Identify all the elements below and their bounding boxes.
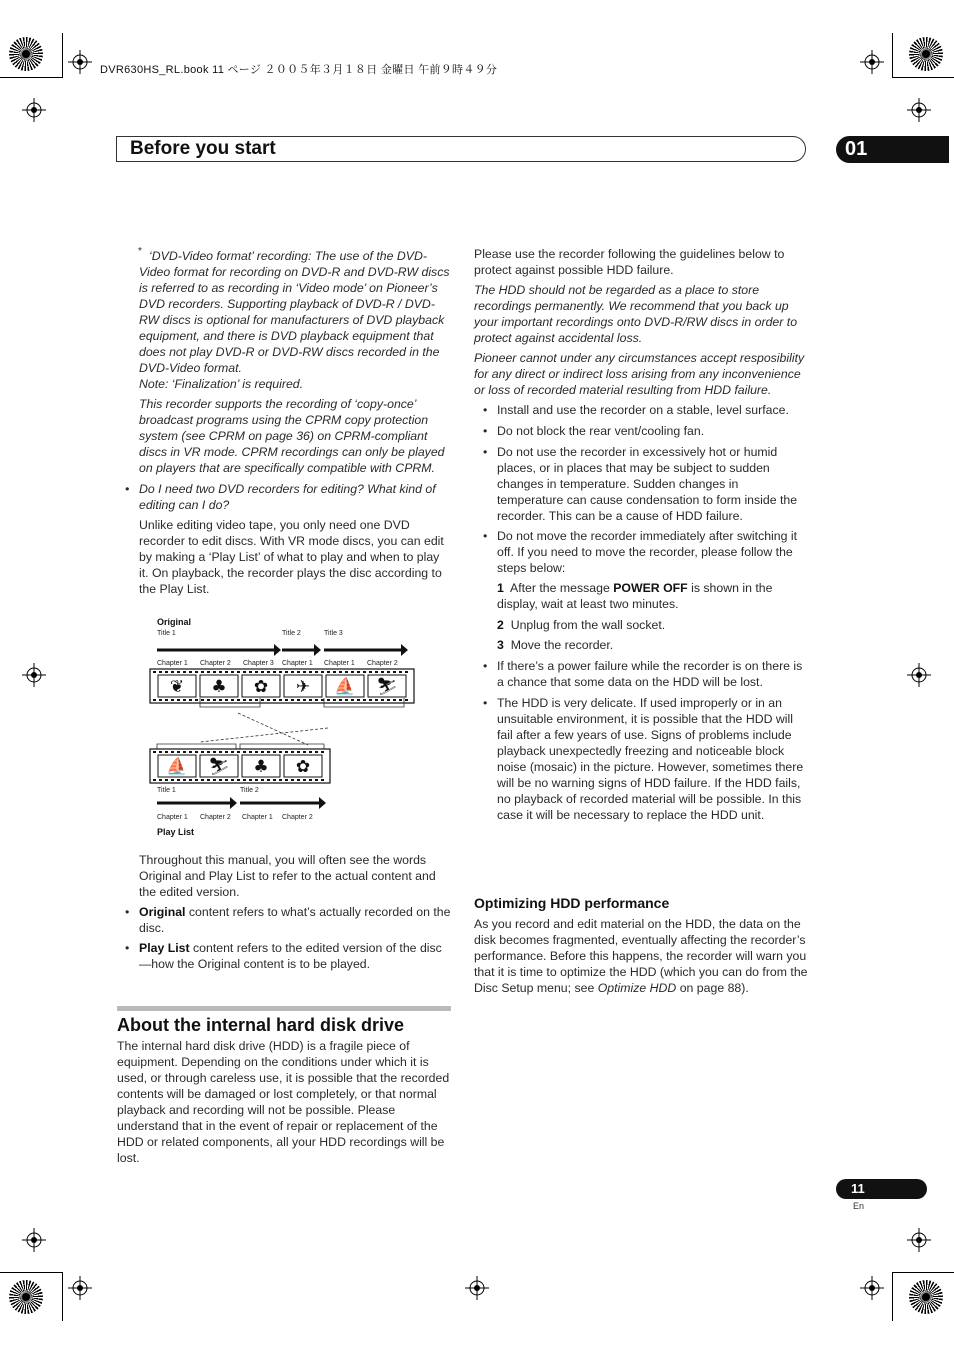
- list-item: • Do not use the recorder in excessively hot or humid places, or in places that may be subject to sudden changes in temperature. Sudden changes in temperature can cause condensation to form inside the recorder. This can be a cause of HDD failure.: [497, 444, 808, 524]
- list-item: • Do not block the rear vent/cooling fan.: [497, 423, 808, 439]
- film-sprocket: [267, 779, 270, 781]
- film-sprocket: [153, 671, 156, 673]
- film-sprocket: [255, 671, 258, 673]
- film-sprocket: [183, 751, 186, 753]
- film-sprocket: [303, 779, 306, 781]
- step-text-end: is shown in the display, wait at least two minutes.: [497, 581, 773, 611]
- film-sprocket: [357, 671, 360, 673]
- diagram-chapter-label: Chapter 1: [324, 660, 355, 667]
- registration-crosshair-icon: [465, 1276, 489, 1300]
- film-sprocket: [177, 751, 180, 753]
- film-sprocket: [237, 671, 240, 673]
- left-column-lower: [139, 852, 451, 972]
- diagram-chapter-label: Chapter 1: [157, 814, 188, 821]
- film-sprocket: [387, 699, 390, 701]
- film-sprocket: [249, 699, 252, 701]
- film-sprocket: [165, 699, 168, 701]
- film-sprocket: [345, 671, 348, 673]
- original-bullet-text: content refers to what’s actually recorded on the disc.: [139, 905, 451, 935]
- diagram-connectors: [157, 698, 404, 749]
- answer-text: Unlike editing video tape, you only need one DVD recorder to edit discs. With VR mode discs, you can edit by making a ‘Play List’ of what to play and when to play it. On playback, the recorder plays the disc according to the Play List.: [139, 518, 444, 596]
- flower-icon: ✿: [295, 757, 311, 777]
- chapter-number: 01: [836, 136, 949, 163]
- film-sprocket: [249, 779, 252, 781]
- film-sprocket: [315, 751, 318, 753]
- original-bullet: [139, 904, 451, 936]
- film-sprocket: [297, 699, 300, 701]
- film-sprocket: [165, 779, 168, 781]
- film-sprocket: [213, 779, 216, 781]
- original-playlist-diagram: [148, 612, 424, 844]
- registration-crosshair-icon: [22, 663, 46, 687]
- film-sprocket: [153, 699, 156, 701]
- film-sprocket: [273, 699, 276, 701]
- film-sprocket: [213, 671, 216, 673]
- original-term: Original: [139, 905, 186, 919]
- film-sprocket: [321, 671, 324, 673]
- film-sprocket: [321, 699, 324, 701]
- film-sprocket: [285, 671, 288, 673]
- page-language: En: [853, 1201, 865, 1211]
- registration-crosshair-icon: [860, 1276, 884, 1300]
- film-sprocket: [213, 699, 216, 701]
- diagram-chapter-label: Chapter 1: [282, 660, 313, 667]
- film-sprocket: [261, 779, 264, 781]
- film-sprocket: [189, 751, 192, 753]
- skater-icon: ⛷: [208, 757, 230, 777]
- film-sprocket: [309, 751, 312, 753]
- film-sprocket: [237, 699, 240, 701]
- list-item: • Do not move the recorder immediately after switching it off. If you need to move the recorder, please follow the steps below:: [497, 528, 808, 576]
- film-sprocket: [261, 671, 264, 673]
- step-text: Unplug from the wall socket.: [510, 618, 666, 632]
- print-header: DVR630HS_RL.book 11 ページ ２００５年３月１８日 金曜日 午前９時４９分: [100, 64, 498, 76]
- film-sprocket: [375, 699, 378, 701]
- film-sprocket: [159, 779, 162, 781]
- film-sprocket: [219, 779, 222, 781]
- film-sprocket: [201, 779, 204, 781]
- film-sprocket: [183, 779, 186, 781]
- film-sprocket: [231, 779, 234, 781]
- film-sprocket: [273, 671, 276, 673]
- film-sprocket: [285, 699, 288, 701]
- film-sprocket: [315, 779, 318, 781]
- optimize-end: on page 88).: [676, 981, 749, 995]
- film-sprocket: [225, 699, 228, 701]
- film-sprocket: [189, 671, 192, 673]
- diagram-arrow-head: [230, 797, 237, 809]
- optimize-link-text: Optimize HDD: [597, 981, 677, 995]
- film-sprocket: [171, 699, 174, 701]
- film-sprocket: [261, 751, 264, 753]
- film-sprocket: [309, 779, 312, 781]
- film-sprocket: [297, 751, 300, 753]
- diagram-chapter-label: Chapter 2: [200, 660, 231, 667]
- film-sprocket: [153, 751, 156, 753]
- diagram-arrow-head: [274, 644, 281, 656]
- diagram-arrow-head: [319, 797, 326, 809]
- playlist-term: Play List: [139, 941, 190, 955]
- warning-backup: The HDD should not be regarded as a place to store recordings permanently. We recommend that you back up your important recordings onto DVD-R/RW discs in order to protect against accidental loss.: [474, 283, 798, 345]
- film-sprocket: [309, 699, 312, 701]
- diagram-title-label: Title 3: [324, 630, 343, 637]
- right-column: [474, 246, 808, 823]
- film-sprocket: [309, 671, 312, 673]
- film-sprocket: [291, 699, 294, 701]
- film-sprocket: [183, 699, 186, 701]
- registration-crosshair-icon: [907, 98, 931, 122]
- crop-mark: [0, 33, 63, 78]
- after-diagram-text: Throughout this manual, you will often see the words Original and Play List to refer to the actual content and the edited version.: [139, 853, 436, 899]
- registration-crosshair-icon: [907, 663, 931, 687]
- film-sprocket: [243, 671, 246, 673]
- list-item: • If there’s a power failure while the recorder is on there is a chance that some data on the HDD will be lost.: [497, 658, 808, 690]
- film-sprocket: [189, 779, 192, 781]
- step-item: [497, 637, 808, 653]
- film-sprocket: [177, 671, 180, 673]
- crop-mark: [892, 1272, 954, 1321]
- crop-mark: [892, 33, 954, 78]
- film-sprocket: [273, 779, 276, 781]
- film-sprocket: [387, 671, 390, 673]
- film-sprocket: [171, 671, 174, 673]
- optimize-text: [474, 916, 808, 996]
- film-sprocket: [375, 671, 378, 673]
- leaf-icon: ❦: [169, 677, 185, 697]
- registration-crosshair-icon: [68, 50, 92, 74]
- film-sprocket: [207, 779, 210, 781]
- diagram-chapter-label: Chapter 2: [367, 660, 398, 667]
- film-sprocket: [225, 671, 228, 673]
- film-sprocket: [333, 699, 336, 701]
- film-sprocket: [327, 671, 330, 673]
- film-sprocket: [369, 671, 372, 673]
- step-text: After the message: [510, 581, 614, 595]
- film-sprocket: [249, 751, 252, 753]
- film-sprocket: [213, 751, 216, 753]
- diagram-chapter-label: Chapter 2: [200, 814, 231, 821]
- film-sprocket: [171, 779, 174, 781]
- film-sprocket: [345, 699, 348, 701]
- film-sprocket: [327, 699, 330, 701]
- film-sprocket: [279, 699, 282, 701]
- step-number: 1: [497, 581, 504, 595]
- film-sprocket: [231, 671, 234, 673]
- step-number: 2: [497, 618, 504, 632]
- sailboat-icon: ⛵: [166, 757, 188, 777]
- film-sprocket: [315, 671, 318, 673]
- diagram-title-label: Title 1: [157, 787, 176, 794]
- film-sprocket: [249, 671, 252, 673]
- optimize-heading: Optimizing HDD performance: [474, 895, 670, 911]
- film-sprocket: [357, 699, 360, 701]
- film-sprocket: [267, 699, 270, 701]
- list-item: • Install and use the recorder on a stable, level surface.: [497, 402, 808, 418]
- film-sprocket: [219, 699, 222, 701]
- film-sprocket: [267, 751, 270, 753]
- film-sprocket: [393, 671, 396, 673]
- playlist-bullet: [139, 940, 451, 972]
- film-sprocket: [177, 779, 180, 781]
- film-sprocket: [279, 779, 282, 781]
- film-sprocket: [285, 751, 288, 753]
- film-sprocket: [159, 699, 162, 701]
- film-sprocket: [201, 699, 204, 701]
- registration-crosshair-icon: [907, 1228, 931, 1252]
- film-sprocket: [381, 699, 384, 701]
- film-sprocket: [225, 779, 228, 781]
- left-column: [139, 248, 451, 597]
- film-sprocket: [189, 699, 192, 701]
- diagram-chapter-label: Chapter 2: [282, 814, 313, 821]
- film-sprocket: [315, 699, 318, 701]
- registration-crosshair-icon: [860, 50, 884, 74]
- film-sprocket: [369, 699, 372, 701]
- film-sprocket: [381, 671, 384, 673]
- film-sprocket: [303, 699, 306, 701]
- film-sprocket: [339, 671, 342, 673]
- film-sprocket: [237, 751, 240, 753]
- film-sprocket: [219, 751, 222, 753]
- film-sprocket: [405, 671, 408, 673]
- optimize-body: As you record and edit material on the HDD, the data on the disk becomes fragmented, eventually affecting the recorder’s performance. Before this happens, the recorder will warn you that it is time to optimize the HDD (which you can do from the Disc Setup menu; see: [474, 917, 808, 995]
- section-heading: About the internal hard disk drive: [117, 1015, 405, 1035]
- tree-icon: ♣: [211, 677, 227, 697]
- film-sprocket: [201, 671, 204, 673]
- film-sprocket: [261, 699, 264, 701]
- film-sprocket: [333, 671, 336, 673]
- question-bullet: • Do I need two DVD recorders for editing? What kind of editing can I do?: [139, 481, 451, 513]
- film-sprocket: [231, 699, 234, 701]
- bird-icon: ✈: [295, 677, 311, 697]
- diagram-chapter-label: Chapter 1: [242, 814, 273, 821]
- step-item: [497, 617, 808, 633]
- film-sprocket: [159, 671, 162, 673]
- diagram-chapter-label: Chapter 1: [157, 660, 188, 667]
- film-sprocket: [165, 671, 168, 673]
- film-sprocket: [279, 751, 282, 753]
- film-sprocket: [291, 779, 294, 781]
- diagram-playlist-label: Play List: [157, 827, 195, 837]
- diagram-title-label: Title 2: [240, 787, 259, 794]
- film-sprocket: [363, 671, 366, 673]
- film-sprocket: [183, 671, 186, 673]
- film-sprocket: [255, 779, 258, 781]
- film-sprocket: [153, 779, 156, 781]
- diagram-title-label: Title 1: [157, 630, 176, 637]
- film-sprocket: [285, 779, 288, 781]
- cprm-note: This recorder supports the recording of ‘copy-once’ broadcast programs using the CPRM copy protection system (see CPRM on page 36) on CPRM-compliant discs in VR mode. CPRM recordings can only be played on players that are specifically compatible with CPRM.: [139, 397, 445, 475]
- hdd-guidelines-list: [474, 402, 808, 823]
- film-sprocket: [195, 671, 198, 673]
- film-sprocket: [291, 751, 294, 753]
- film-sprocket: [399, 699, 402, 701]
- film-sprocket: [321, 779, 324, 781]
- footnote-text: ‘DVD-Video format’ recording: The use of the DVD-Video format for recording on DVD-R and DVD-RW discs is referred to as recording in ‘Video mode’ on Pioneer’s DVD recorders. Supporting playback of DVD-R / DVD-RW discs is optional for manufacturers of DVD playback equipment, and there is DVD playback equipment that does not play DVD-R or DVD-RW discs recorded in the DVD-Video format.: [139, 249, 450, 375]
- diagram-arrow-head: [314, 644, 321, 656]
- registration-crosshair-icon: [68, 1276, 92, 1300]
- film-sprocket: [219, 671, 222, 673]
- diagram-original-label: Original: [157, 617, 192, 627]
- film-sprocket: [231, 751, 234, 753]
- film-sprocket: [363, 699, 366, 701]
- diagram-title-label: Title 2: [282, 630, 301, 637]
- film-sprocket: [195, 751, 198, 753]
- warning-liability: Pioneer cannot under any circumstances accept resposibility for any direct or indirect loss arising from any inconvenience or loss of recorded material resulting from HDD failure.: [474, 351, 805, 397]
- film-sprocket: [207, 671, 210, 673]
- film-sprocket: [267, 671, 270, 673]
- crop-mark: [0, 1272, 63, 1321]
- film-sprocket: [399, 671, 402, 673]
- film-sprocket: [291, 671, 294, 673]
- step-bold: POWER OFF: [613, 581, 688, 595]
- skater-icon: ⛷: [376, 677, 398, 697]
- diagram-arrow-head: [401, 644, 408, 656]
- film-sprocket: [165, 751, 168, 753]
- list-item: • The HDD is very delicate. If used improperly or in an unsuitable environment, it is possible that the HDD will fail after a few years of use. Signs of problems include playback unexpectedly freezing and noticeable block noise (mosaic) in the picture. However, sometimes there will be no warning signs of HDD failure. If the HDD fails, no playback of recorded material will be possible. In this case it will be necessary to replace the HDD unit.: [497, 695, 808, 823]
- film-sprocket: [255, 699, 258, 701]
- film-sprocket: [237, 779, 240, 781]
- film-sprocket: [303, 751, 306, 753]
- film-sprocket: [195, 699, 198, 701]
- tree-icon: ♣: [253, 757, 269, 777]
- step-number: 3: [497, 638, 504, 652]
- sailboat-icon: ⛵: [334, 677, 356, 697]
- diagram-chapter-label: Chapter 3: [243, 660, 274, 667]
- film-sprocket: [321, 751, 324, 753]
- film-sprocket: [339, 699, 342, 701]
- step-item: [497, 580, 808, 612]
- footnote-note: Note: ‘Finalization’ is required.: [139, 377, 304, 391]
- film-sprocket: [201, 751, 204, 753]
- film-sprocket: [273, 751, 276, 753]
- film-sprocket: [171, 751, 174, 753]
- film-sprocket: [351, 671, 354, 673]
- registration-crosshair-icon: [22, 1228, 46, 1252]
- playlist-bullet-text: content refers to the edited version of the disc—how the Original content is to be played.: [139, 941, 442, 971]
- move-steps: [497, 580, 808, 653]
- registration-crosshair-icon: [22, 98, 46, 122]
- film-sprocket: [255, 751, 258, 753]
- film-sprocket: [177, 699, 180, 701]
- film-sprocket: [159, 751, 162, 753]
- film-sprocket: [207, 699, 210, 701]
- guidelines-text: Please use the recorder following the guidelines below to protect against possible HDD failure.: [474, 247, 785, 277]
- film-sprocket: [279, 671, 282, 673]
- section-rule: [117, 1006, 451, 1011]
- film-sprocket: [195, 779, 198, 781]
- footnote-mark: *: [138, 246, 142, 257]
- film-sprocket: [243, 751, 246, 753]
- step-text: Move the recorder.: [510, 638, 614, 652]
- page-number: 11: [836, 1179, 927, 1199]
- film-sprocket: [303, 671, 306, 673]
- flower-icon: ✿: [253, 677, 269, 697]
- section-intro: The internal hard disk drive (HDD) is a fragile piece of equipment. Depending on the conditions under which it is used, or through careless use, it is possible that the recorded contents will be damaged or lost completely, or that normal playback and recording will not be possible. Please understand that in the event of repair or replacement of the HDD or related components, all your HDD recordings will be lost.: [117, 1039, 450, 1165]
- film-sprocket: [243, 699, 246, 701]
- footnote: [139, 248, 451, 376]
- film-sprocket: [225, 751, 228, 753]
- film-sprocket: [405, 699, 408, 701]
- film-sprocket: [393, 699, 396, 701]
- chapter-title: Before you start: [130, 138, 276, 159]
- film-sprocket: [297, 779, 300, 781]
- film-sprocket: [351, 699, 354, 701]
- film-sprocket: [207, 751, 210, 753]
- film-sprocket: [297, 671, 300, 673]
- film-sprocket: [243, 779, 246, 781]
